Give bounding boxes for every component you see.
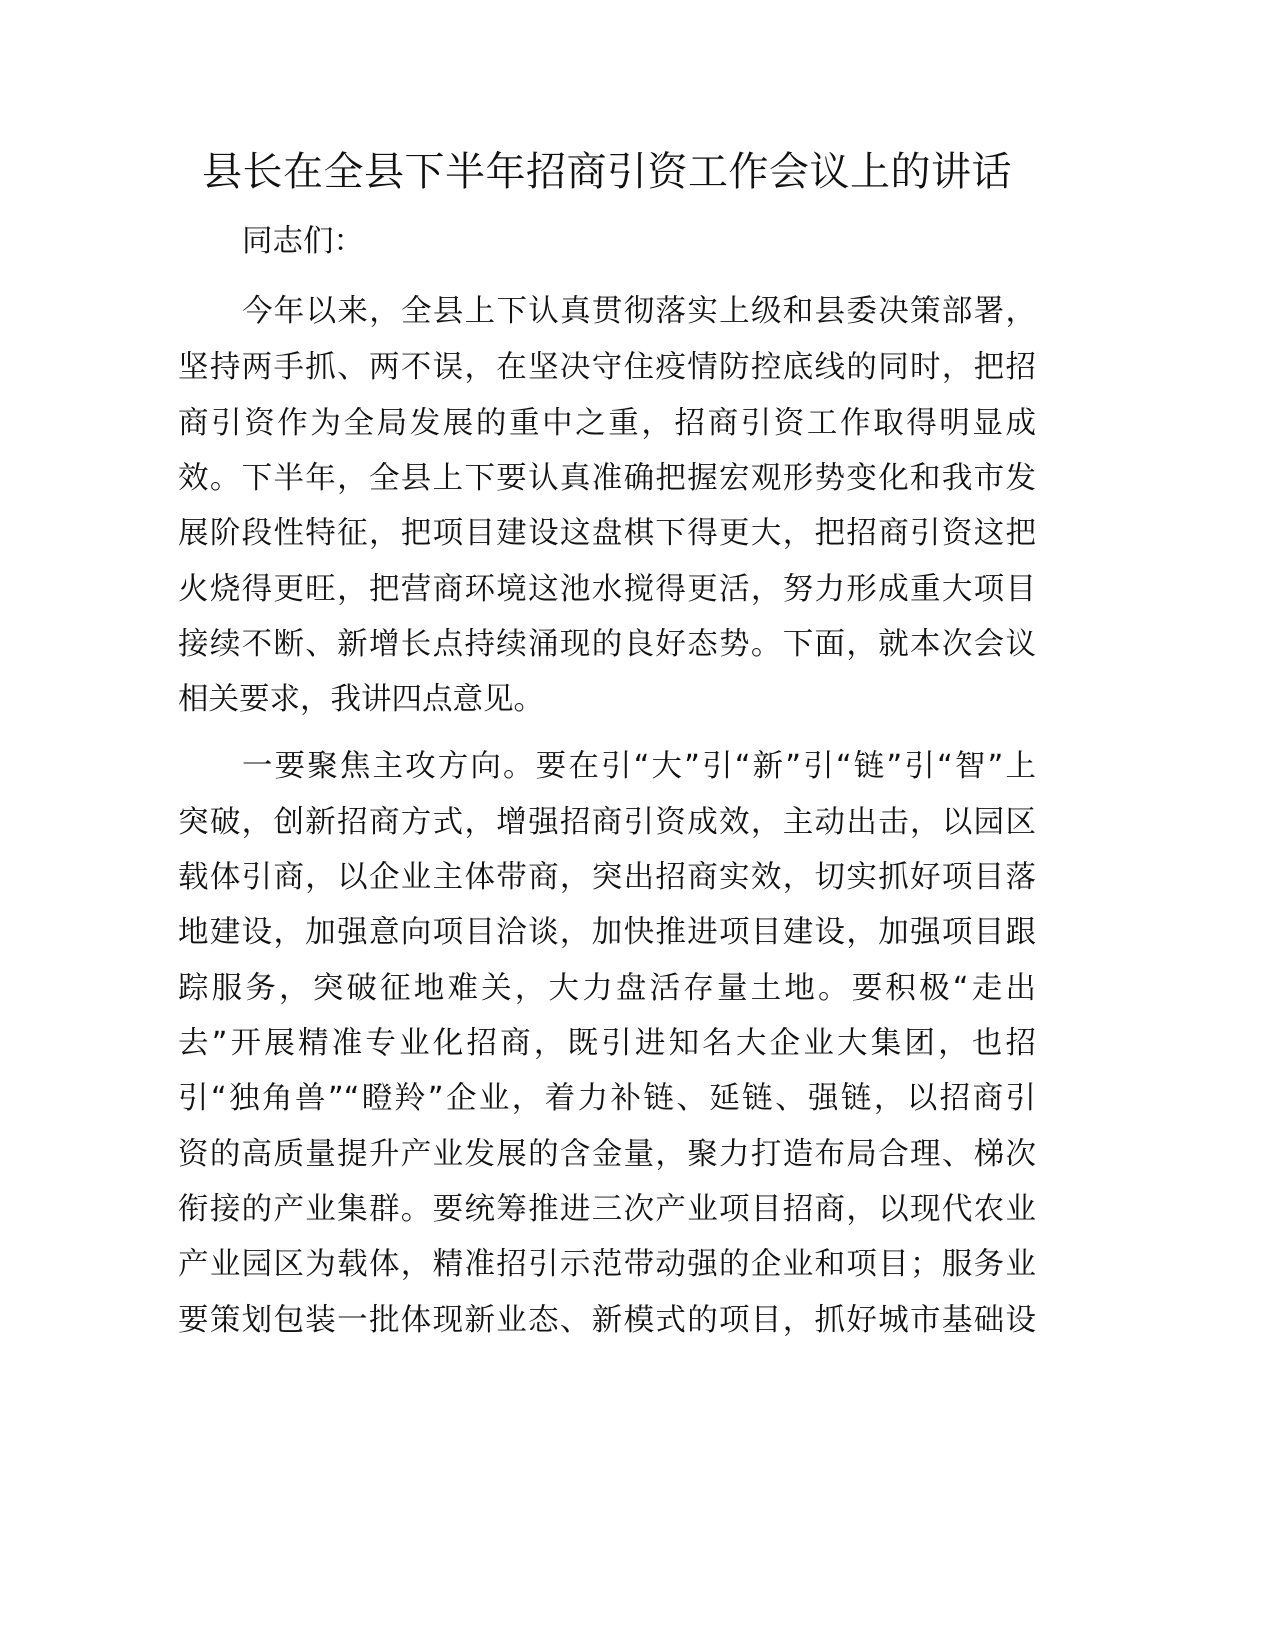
paragraph-2-line-2: 突破，创新招商方式，增强招商引资成效，主动出击，以园区 xyxy=(178,805,1036,840)
paragraph-2-line-4: 地建设，加强意向项目洽谈，加快推进项目建设，加强项目跟 xyxy=(178,915,1036,950)
paragraph-1-line-7: 接续不断、新增长点持续涌现的良好态势。下面，就本次会议 xyxy=(178,627,1036,662)
paragraph-2-line-5: 踪服务，突破征地难关，大力盘活存量土地。要积极“走出 xyxy=(178,971,1036,1006)
salutation: 同志们： xyxy=(242,224,364,259)
paragraph-2-line-10: 产业园区为载体，精准招引示范带动强的企业和项目；服务业 xyxy=(178,1247,1036,1282)
paragraph-2-line-8: 资的高质量提升产业发展的含金量，聚力打造布局合理、梯次 xyxy=(178,1137,1036,1172)
paragraph-2-line-11: 要策划包装一批体现新业态、新模式的项目，抓好城市基础设 xyxy=(178,1303,1036,1338)
paragraph-1-line-2: 坚持两手抓、两不误，在坚决守住疫情防控底线的同时，把招 xyxy=(178,350,1036,385)
paragraph-2-line-3: 载体引商，以企业主体带商，突出招商实效，切实抓好项目落 xyxy=(178,860,1036,895)
paragraph-2-line-6: 去”开展精准专业化招商，既引进知名大企业大集团，也招 xyxy=(178,1026,1036,1061)
paragraph-2-line-9: 衔接的产业集群。要统筹推进三次产业项目招商，以现代农业 xyxy=(178,1192,1036,1227)
document-title: 县长在全县下半年招商引资工作会议上的讲话 xyxy=(202,149,1012,195)
paragraph-1-line-1: 今年以来，全县上下认真贯彻落实上级和县委决策部署， xyxy=(242,294,1036,329)
paragraph-1-line-5: 展阶段性特征，把项目建设这盘棋下得更大，把招商引资这把 xyxy=(178,516,1036,551)
paragraph-1-line-6: 火烧得更旺，把营商环境这池水搅得更活，努力形成重大项目 xyxy=(178,572,1036,607)
paragraph-1-line-4: 效。下半年，全县上下要认真准确把握宏观形势变化和我市发 xyxy=(178,461,1036,496)
paragraph-2-line-1: 一要聚焦主攻方向。要在引“大”引“新”引“链”引“智”上 xyxy=(242,749,1036,784)
paragraph-1-line-8: 相关要求，我讲四点意见。 xyxy=(178,682,544,717)
paragraph-1-line-3: 商引资作为全局发展的重中之重，招商引资工作取得明显成 xyxy=(178,406,1036,441)
paragraph-2-line-7: 引“独角兽”“瞪羚”企业，着力补链、延链、强链，以招商引 xyxy=(178,1081,1036,1116)
